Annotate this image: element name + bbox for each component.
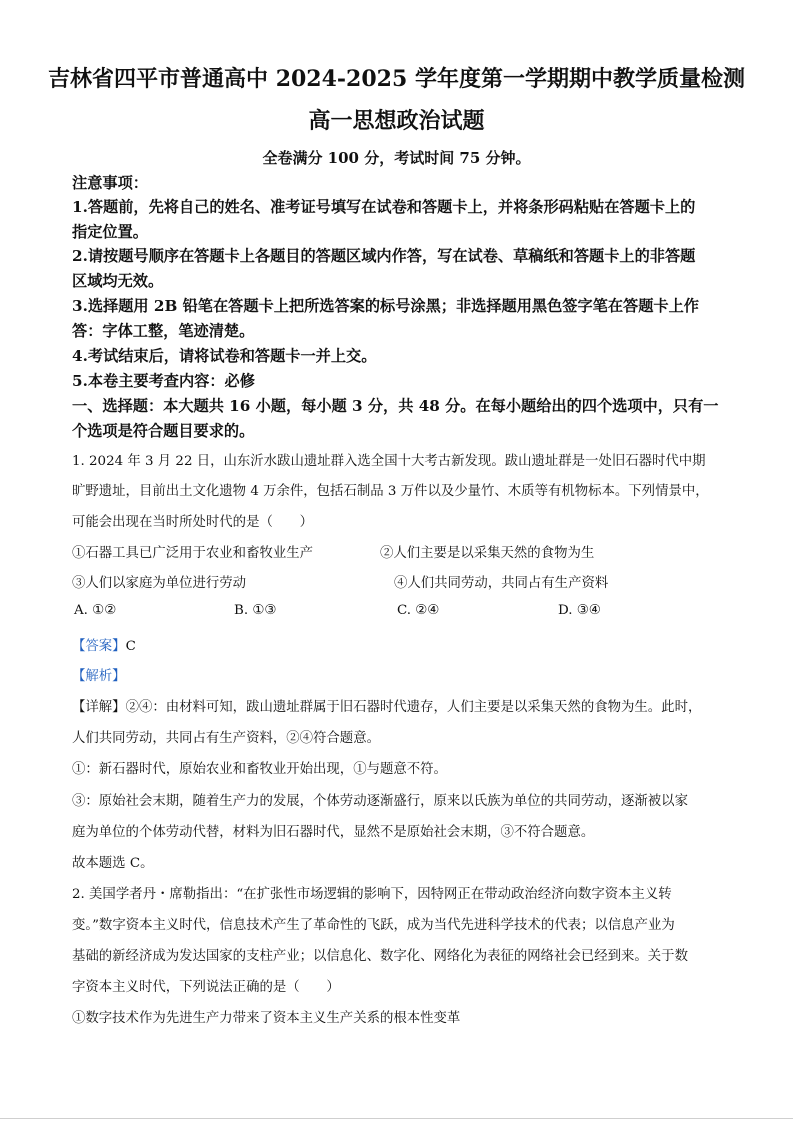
detail-line: 故本题选 C。: [72, 856, 154, 871]
score-info: 全卷满分 100 分，考试时间 75 分钟。: [262, 149, 531, 167]
detail-line: ①：新石器时代，原始农业和畜牧业开始出现，①与题意不符。: [72, 762, 447, 777]
option-b: B. ①③: [234, 603, 277, 618]
notes-line: 指定位置。: [72, 223, 148, 241]
answer-line: [72, 635, 136, 654]
notes-line: 5.本卷主要考查内容：必修: [72, 372, 255, 390]
statement-2: ②人们主要是以采集天然的食物为生: [380, 546, 595, 561]
notes-line: 答：字体工整，笔迹清楚。: [72, 322, 255, 340]
question-2-statement: ①数字技术作为先进生产力带来了资本主义生产关系的根本性变革: [72, 1011, 461, 1026]
question-2-stem: 2. 美国学者丹・席勒指出：“在扩张性市场逻辑的影响下，因特网正在带动政治经济向数字资本主义转: [72, 887, 672, 902]
answer-label: 【答案】: [72, 639, 126, 654]
detail-label: 【详解】: [72, 700, 126, 715]
section-heading: 一、选择题：本大题共 16 小题，每小题 3 分，共 48 分。在每小题给出的四个选项中，只有一: [72, 397, 719, 415]
notes-line: 2.请按题号顺序在答题卡上各题目的答题区域内作答，写在试卷、草稿纸和答题卡上的非答题: [72, 247, 696, 265]
exam-subtitle: 高一思想政治试题: [308, 108, 485, 134]
question-2-stem: 基础的新经济成为发达国家的支柱产业；以信息化、数字化、网络化为表征的网络社会已经到来。关于数: [72, 949, 688, 964]
statement-3: ③人们以家庭为单位进行劳动: [72, 576, 247, 591]
answer-value: C: [125, 639, 136, 654]
notes-line: 3.选择题用 2B 铅笔在答题卡上把所选答案的标号涂黑；非选择题用黑色签字笔在答题卡上作: [72, 297, 699, 315]
statement-4: ④人们共同劳动，共同占有生产资料: [394, 576, 609, 591]
detail-line: 人们共同劳动，共同占有生产资料，②④符合题意。: [72, 731, 380, 746]
exam-title: 吉林省四平市普通高中 2024-2025 学年度第一学期期中教学质量检测: [48, 66, 745, 92]
question-2-stem: 字资本主义时代，下列说法正确的是（ ）: [72, 980, 340, 995]
question-2-stem: 变。”数字资本主义时代，信息技术产生了革命性的飞跃，成为当代先进科学技术的代表；以信息产业为: [72, 918, 675, 933]
section-heading-cont: 个选项是符合题目要求的。: [72, 422, 255, 440]
notes-heading: 注意事项：: [72, 174, 148, 192]
detail-line: [72, 696, 701, 715]
option-c: C. ②④: [397, 603, 440, 618]
detail-text: ②④：由材料可知，跋山遗址群属于旧石器时代遗存，人们主要是以采集天然的食物为生。此时，: [125, 700, 702, 715]
analysis-label: 【解析】: [72, 669, 126, 684]
statement-1: ①石器工具已广泛用于农业和畜牧业生产: [72, 546, 314, 561]
notes-line: 1.答题前，先将自己的姓名、准考证号填写在试卷和答题卡上，并将条形码粘贴在答题卡上的: [72, 198, 696, 216]
question-1-stem: 旷野遗址，目前出土文化遗物 4 万余件，包括石制品 3 万件以及少量竹、木质等有机物标本。下列情景中，: [72, 484, 709, 499]
option-a: A. ①②: [74, 603, 117, 618]
notes-line: 4.考试结束后，请将试卷和答题卡一并上交。: [72, 347, 377, 365]
page-divider: [0, 1118, 793, 1119]
notes-line: 区域均无效。: [72, 272, 164, 290]
option-d: D. ③④: [558, 603, 601, 618]
question-1-stem: 1. 2024 年 3 月 22 日，山东沂水跋山遗址群入选全国十大考古新发现。跋山遗址群是一处旧石器时代中期: [72, 454, 706, 469]
detail-line: ③：原始社会末期，随着生产力的发展，个体劳动逐渐盛行，原来以氏族为单位的共同劳动，逐渐被以家: [72, 794, 688, 809]
question-1-stem: 可能会出现在当时所处时代的是（ ）: [72, 515, 314, 530]
detail-line: 庭为单位的个体劳动代替，材料为旧石器时代，显然不是原始社会末期，③不符合题意。: [72, 825, 595, 840]
